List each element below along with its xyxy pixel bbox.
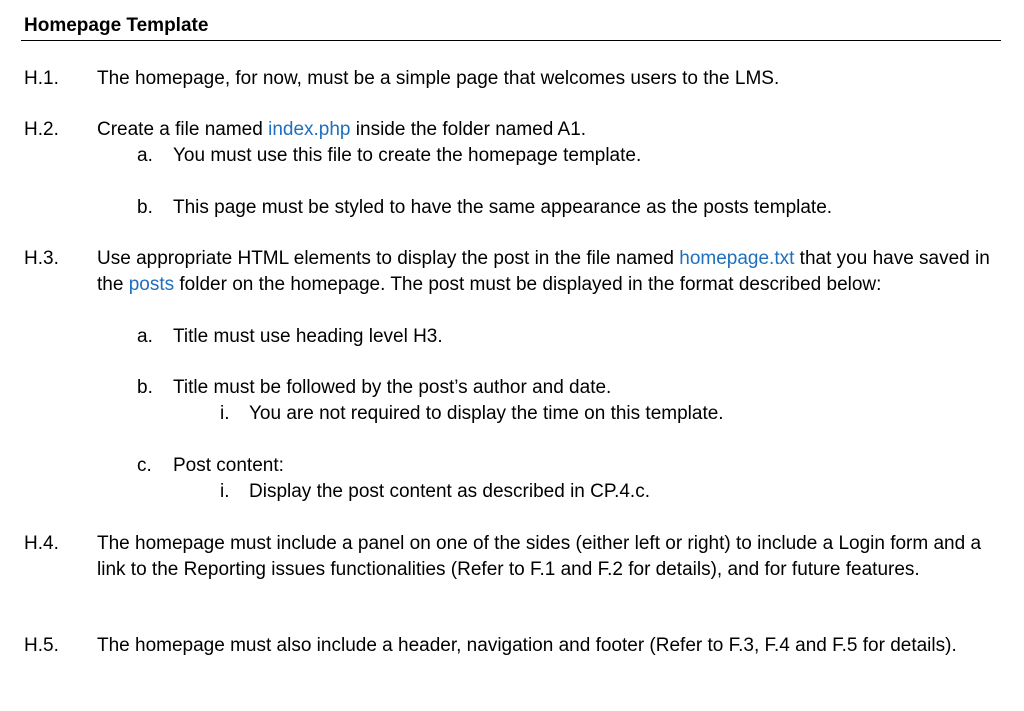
item-number: H.5. (24, 635, 59, 656)
text-segment: Create a file named (97, 119, 269, 140)
subitem-text: Post content: (173, 455, 284, 476)
subitem-text: You must use this file to create the homepage template. (173, 145, 642, 166)
subitem-marker: b. (137, 197, 153, 218)
title-underline (21, 40, 1001, 41)
subitem-marker: c. (137, 455, 152, 476)
item-text (97, 246, 1002, 298)
link-homepage-txt[interactable]: homepage.txt (679, 248, 795, 269)
item-text: The homepage, for now, must be a simple page that welcomes users to the LMS. (97, 68, 780, 89)
item-number: H.1. (24, 68, 59, 89)
item-number: H.4. (24, 533, 59, 554)
link-index-php[interactable]: index.php (268, 119, 351, 140)
subitem-text: You are not required to display the time on this template. (249, 403, 724, 424)
subitem-marker: i. (220, 481, 230, 502)
text-segment: Use appropriate HTML elements to display the post in the file named (97, 248, 680, 269)
text-segment: folder on the homepage. The post must be displayed in the format described below: (174, 274, 882, 295)
subitem-text: Display the post content as described in CP.4.c. (249, 481, 650, 502)
subitem-marker: a. (137, 145, 153, 166)
item-number: H.3. (24, 248, 59, 269)
subitem-marker: b. (137, 377, 153, 398)
subitem-marker: i. (220, 403, 230, 424)
subitem-text: This page must be styled to have the same appearance as the posts template. (173, 197, 833, 218)
subitem-text: Title must use heading level H3. (173, 326, 443, 347)
item-text (97, 117, 1002, 143)
link-posts[interactable]: posts (128, 274, 175, 295)
item-text: The homepage must also include a header, navigation and footer (Refer to F.3, F.4 and F.5 for details). (97, 635, 957, 656)
text-segment: that you have saved in the (97, 248, 990, 295)
item-text: The homepage must include a panel on one of the sides (either left or right) to include a Login form and a link to the Reporting issues functionalities (Refer to F.1 and F.2 for details), and for future features. (97, 533, 982, 580)
section-title: Homepage Template (24, 15, 209, 36)
item-number: H.2. (24, 119, 59, 140)
subitem-text: Title must be followed by the post’s author and date. (173, 377, 612, 398)
subitem-marker: a. (137, 326, 153, 347)
text-segment: inside the folder named A1. (350, 119, 587, 140)
